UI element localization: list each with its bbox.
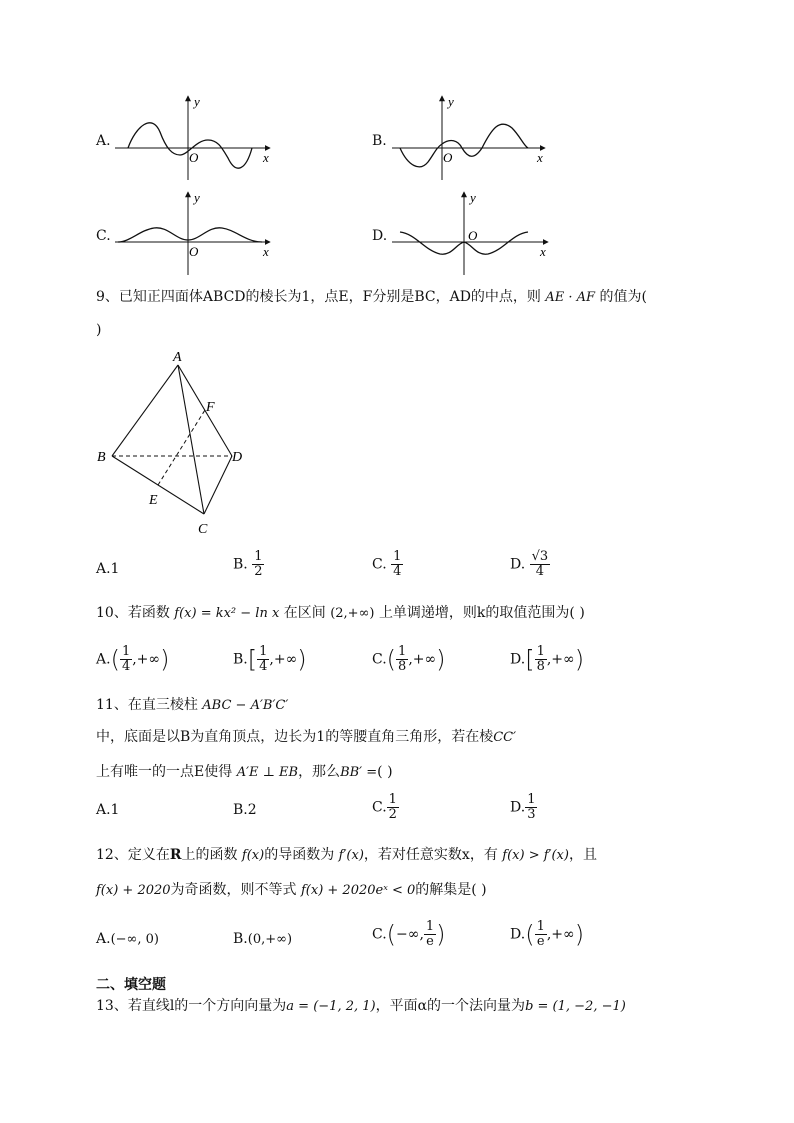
q8-graphs [0,0,794,290]
q8-a-xlabel: x [263,150,269,165]
q9-label-f: F [206,400,215,415]
q8-c-origin: O [189,244,199,259]
q8-option-d-label: D. [372,228,388,244]
q10-option-d: D.[ $\frac{1}{8}$ ,+∞) [510,644,585,674]
q9-stem-end: 的值为( [599,289,647,305]
q9-option-d-fraction: $\frac{√3}{4}$ [531,549,549,579]
q8-graph-canvas [0,0,794,290]
q8-curve-c [118,228,262,242]
q11-option-b: B.2 [233,802,257,818]
q8-graph-d [392,190,548,275]
q11-line3: 上有唯一的一点E使得 A′E ⊥ EB，那么BB′ =( ) [96,764,393,780]
q8-graph-c [115,190,270,275]
q9-label-d: D [232,450,243,465]
q8-option-a-label: A. [96,133,111,149]
q13-vector-a: a = (−1, 2, 1) [286,999,376,1014]
q12-option-b: B.(0,+∞) [233,931,293,947]
q10-option-c: C.( $\frac{1}{8}$ ,+∞) [372,644,446,674]
q13-stem: 13、若直线l的一个方向向量为a = (−1, 2, 1)，平面α的一个法向量为b = (1, −2, −1) [96,998,626,1014]
q8-b-ylabel: y [448,94,454,109]
q11-line1: 11、在直三棱柱 ABC − A′B′C′ [96,697,289,713]
q9-option-c-fraction: $\frac{1}{4}$ [393,549,402,579]
q9-option-b-fraction: $\frac{1}{2}$ [254,549,263,579]
q9-label-c: C [198,522,208,537]
q8-curve-b [400,124,528,167]
q12-line1: 12、定义在R上的函数 f(x)的导函数为 f′(x)，若对任意实数x，有 f(x) > f′(x)，且 [96,847,597,863]
section-fill-in-blank-heading: 二、填空题 [96,977,166,993]
q9-option-b: B. $\frac{1}{2}$ [233,549,263,579]
q12-option-c: C.(−∞, $\frac{1}{e}$ ) [372,919,446,949]
q8-graph-b [392,94,545,180]
q8-a-ylabel: y [194,94,200,109]
q8-graph-a [115,94,270,180]
q8-d-xlabel: x [540,244,546,259]
q10-interval: (2,+∞) [330,606,375,621]
q8-b-xlabel: x [537,150,543,165]
q12-line2: f(x) + 2020为奇函数，则不等式 f(x) + 2020eˣ < 0的解集是( ) [96,882,487,898]
q11-line2: 中，底面是以B为直角顶点，边长为1的等腰直角三角形，若在棱CC′ [96,729,517,745]
q8-option-c-label: C. [96,228,111,244]
q9-option-c: C. $\frac{1}{4}$ [372,549,402,579]
q9-stem [96,287,647,308]
q8-c-xlabel: x [263,244,269,259]
q9-label-a: A [173,350,182,365]
q12-option-d: D.( $\frac{1}{e}$ ,+∞) [510,919,585,949]
q11-option-c: C. $\frac{1}{2}$ [372,792,397,822]
q10-stem: 10、若函数 f(x) = kx² − ln x 在区间 (2,+∞) 上单调递增，则k的取值范围为( ) [96,605,585,621]
q10-option-b: B.[ $\frac{1}{4}$ ,+∞) [233,644,307,674]
q12-option-a: A.(−∞, 0) [96,931,159,947]
q10-function: f(x) = kx² − ln x [174,606,280,621]
q9-label-e: E [149,493,158,508]
q11-option-d: D. $\frac{1}{3}$ [510,792,536,822]
q8-d-ylabel: y [470,190,476,205]
q9-label-b: B [97,450,106,465]
q8-option-b-label: B. [372,133,387,149]
q9-stem-text: 9、已知正四面体ABCD的棱长为1，点E，F分别是BC，AD的中点，则 [96,289,541,305]
q8-b-origin: O [443,150,453,165]
q8-c-ylabel: y [194,190,200,205]
q9-option-a: A.1 [96,561,120,577]
q8-a-origin: O [189,150,199,165]
q9-stem-close: ) [96,322,102,338]
q11-prism: ABC − A′B′C′ [202,698,289,713]
q10-option-a: A.( $\frac{1}{4}$ ,+∞) [96,644,170,674]
q9-option-d: D. $\frac{√3}{4}$ [510,549,549,579]
q11-option-a: A.1 [96,802,120,818]
q9-vector-expr: AE · AF [545,290,596,305]
q13-vector-b: b = (1, −2, −1) [525,999,626,1014]
q9-tetrahedron-figure [94,348,264,538]
q8-d-origin: O [468,228,478,243]
